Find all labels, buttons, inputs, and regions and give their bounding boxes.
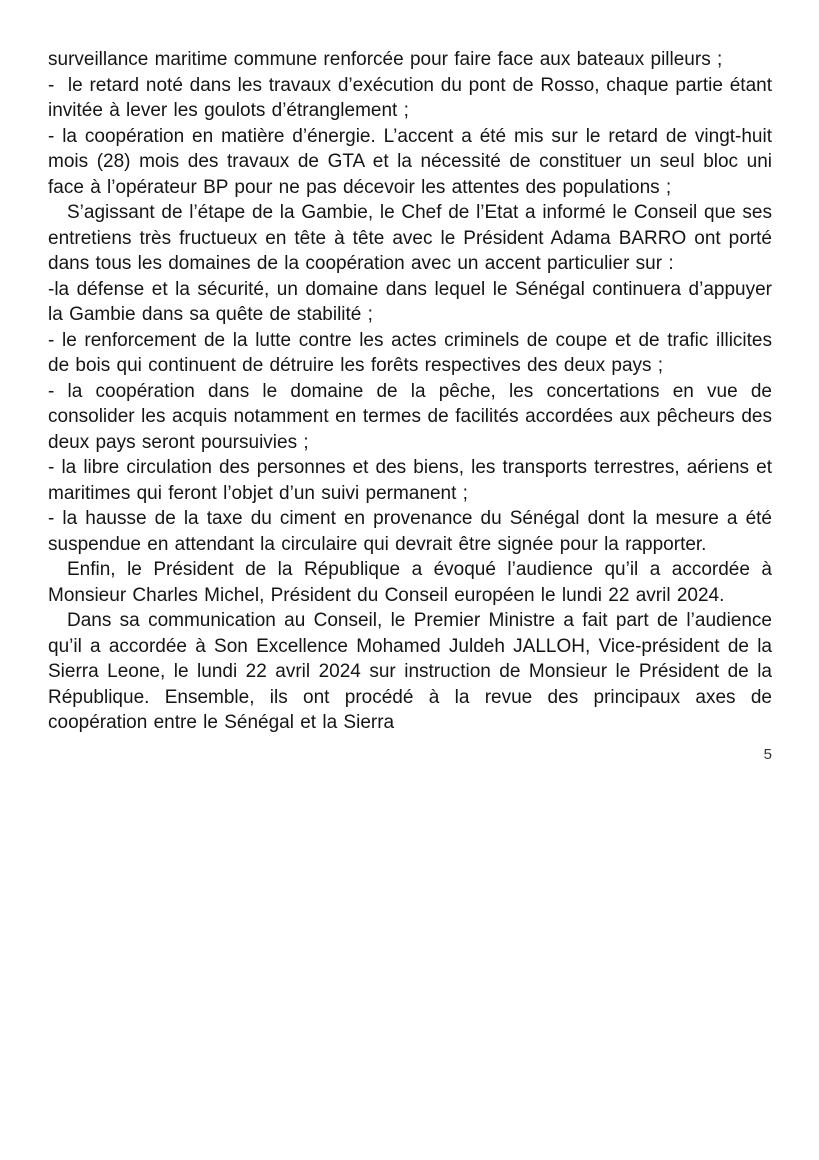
paragraph: Enfin, le Président de la République a évoqué l’audience qu’il a accordée à Monsieur Charles Michel, Président du Conseil européen le lundi 22 avril 2024. [48,559,772,606]
paragraph: - le retard noté dans les travaux d’exécution du pont de Rosso, chaque partie étant invitée à lever les goulots d’étranglement ; [48,74,772,121]
paragraph: surveillance maritime commune renforcée pour faire face aux bateaux pilleurs ; [48,49,723,70]
paragraph: - le renforcement de la lutte contre les actes criminels de coupe et de trafic illicites de bois qui continuent de détruire les forêts respectives des deux pays ; [48,329,772,376]
paragraph: -la défense et la sécurité, un domaine dans lequel le Sénégal continuera d’appuyer la Gambie dans sa quête de stabilité ; [48,278,772,325]
page-number: 5 [763,745,772,763]
paragraph: - la hausse de la taxe du ciment en provenance du Sénégal dont la mesure a été suspendue en attendant la circulaire qui devrait être signée pour la rapporter. [48,508,772,555]
paragraph: S’agissant de l’étape de la Gambie, le Chef de l’Etat a informé le Conseil que ses entretiens très fructueux en tête à tête avec le Président Adama BARRO ont porté dans tous les domaines de la coopération avec un accent particulier sur : [48,202,772,274]
paragraph: - la coopération dans le domaine de la pêche, les concertations en vue de consolider les acquis notamment en termes de facilités accordées aux pêcheurs des deux pays seront poursuivies ; [48,380,772,453]
paragraph: - la coopération en matière d’énergie. L’accent a été mis sur le retard de vingt-huit mois (28) mois des travaux de GTA et la nécessité de constituer un seul bloc uni face à l’opérateur BP pour ne pas décevoir les attentes des populations ; [48,125,772,198]
paragraph: Dans sa communication au Conseil, le Premier Ministre a fait part de l’audience qu’il a accordée à Son Excellence Mohamed Juldeh JALLOH, Vice-président de la Sierra Leone, le lundi 22 avril 2024 sur instruction de Monsieur le Président de la République. Ensemble, ils ont procédé à la revue des principaux axes de coopération entre le Sénégal et la Sierra [48,610,772,733]
paragraph: - la libre circulation des personnes et des biens, les transports terrestres, aériens et maritimes qui feront l’objet d’un suivi permanent ; [48,457,772,504]
